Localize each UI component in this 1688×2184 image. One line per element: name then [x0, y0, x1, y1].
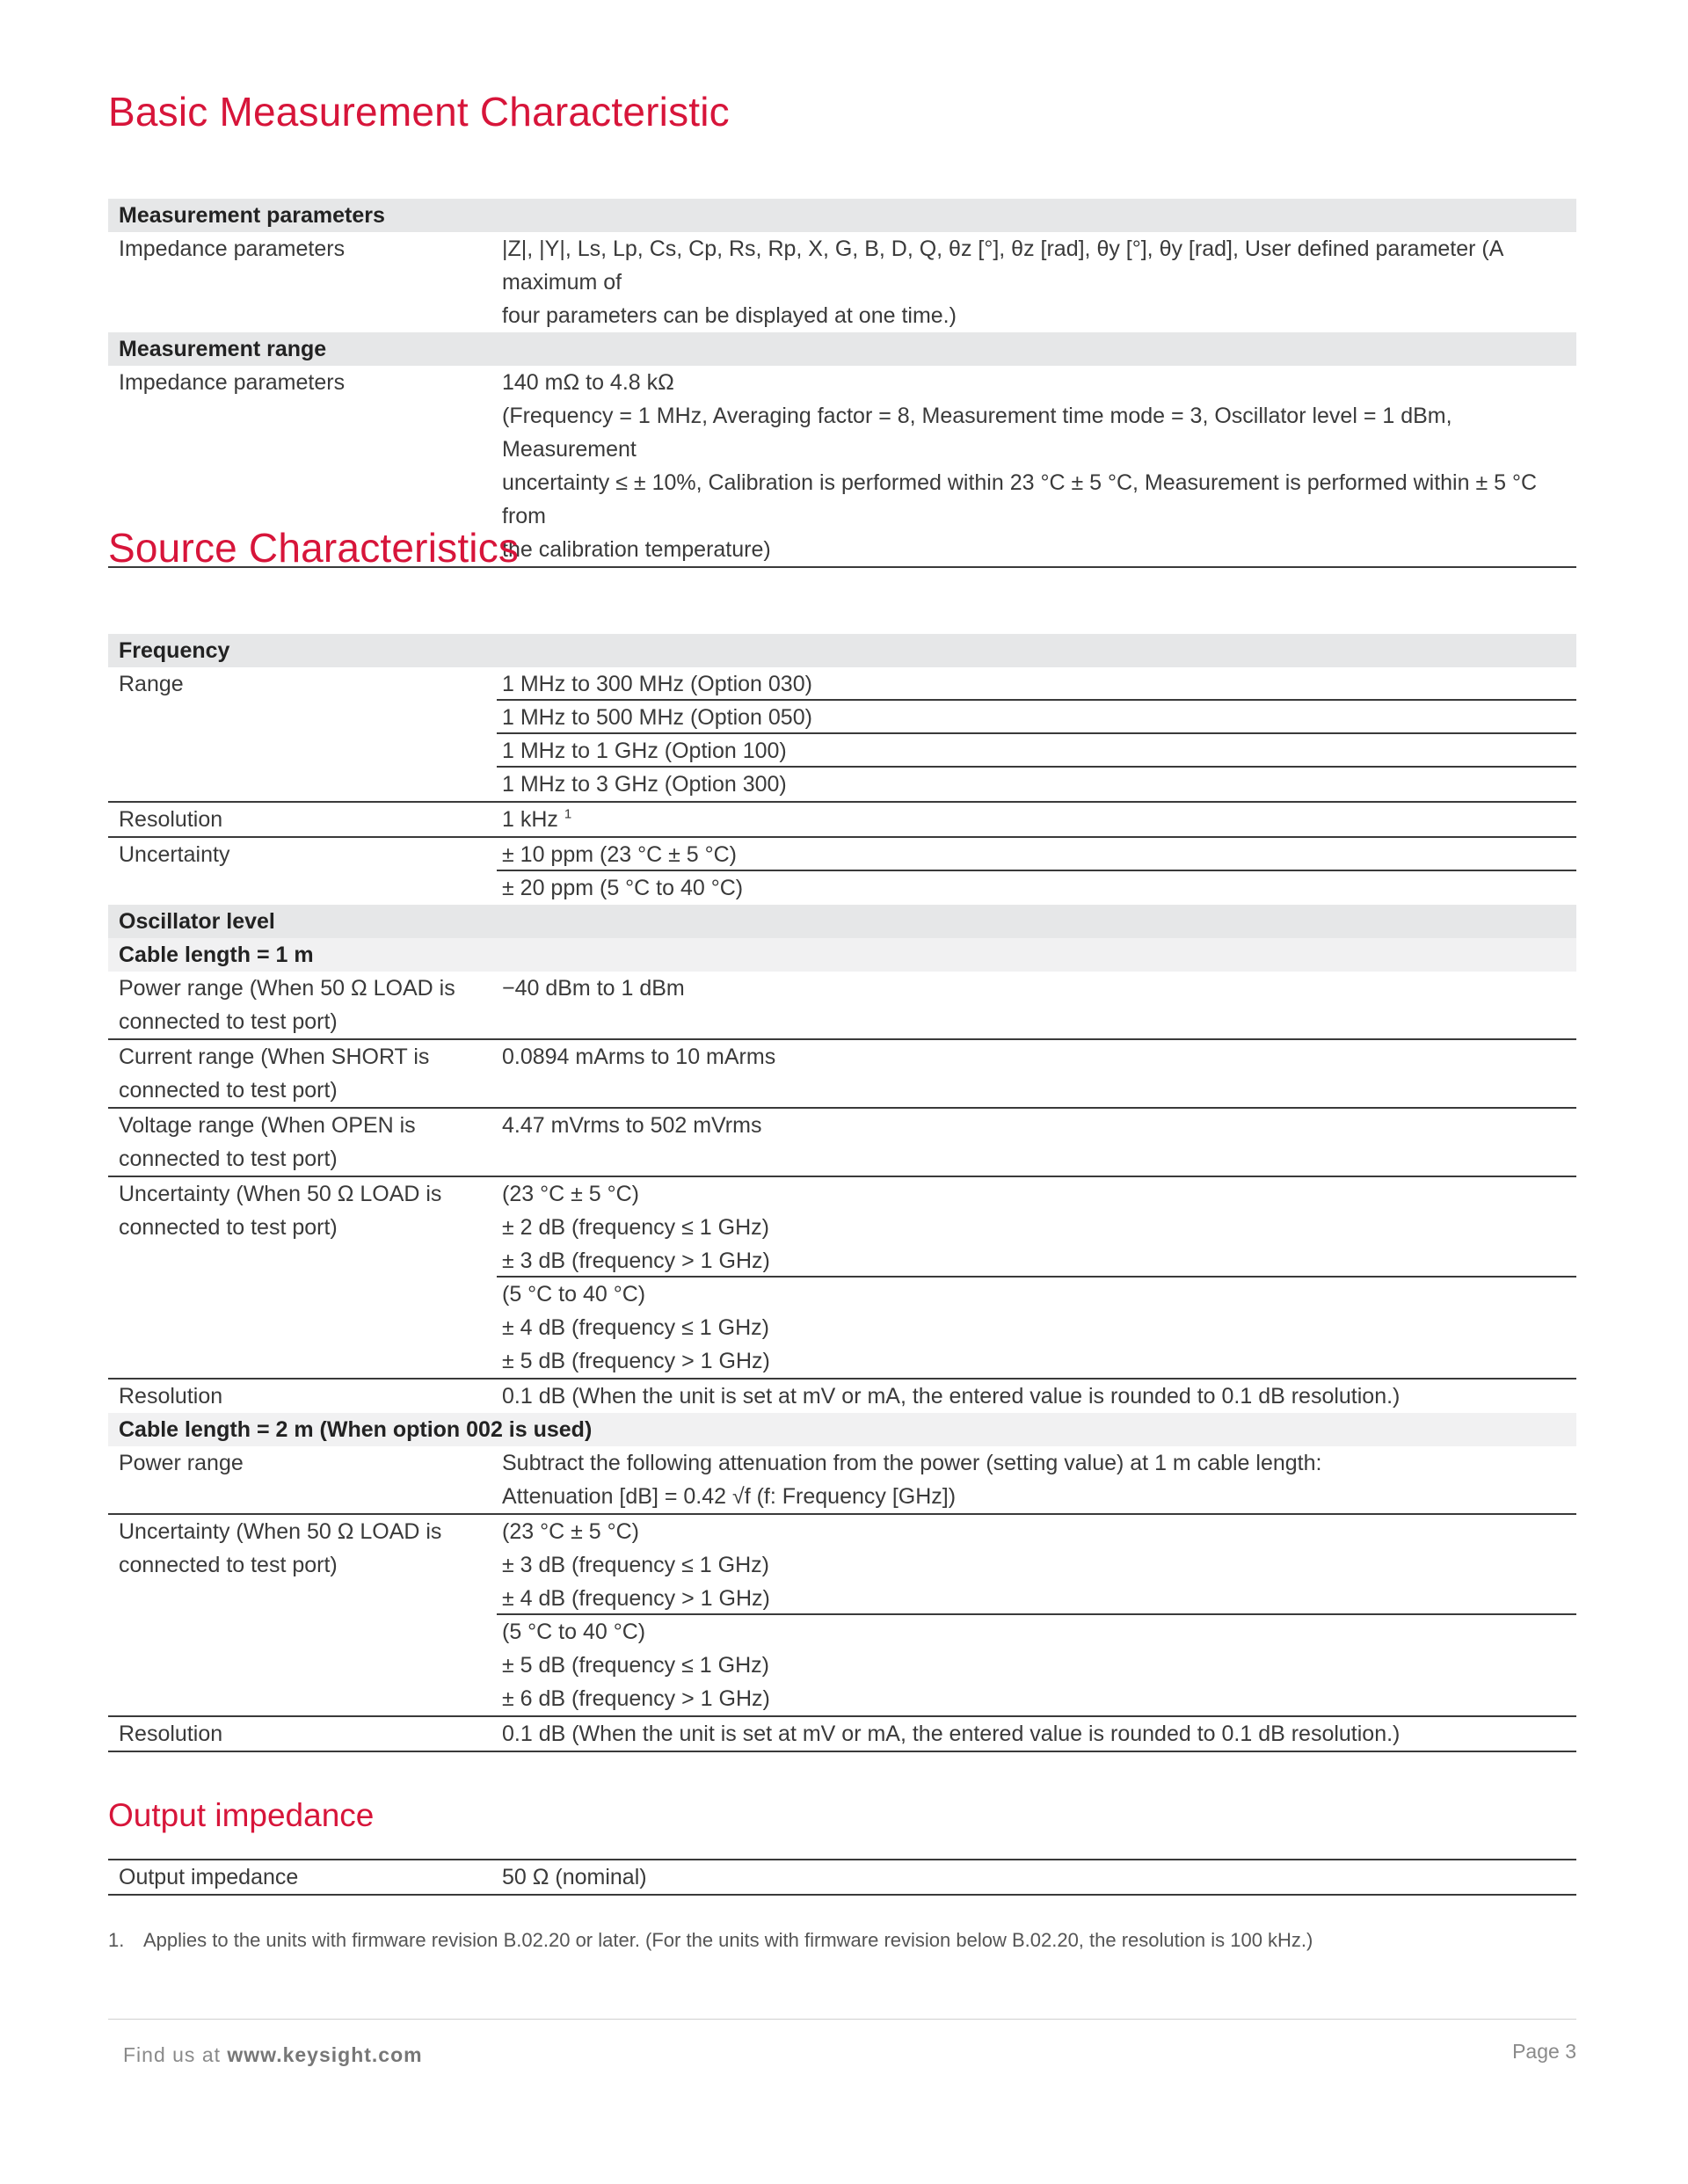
row-header-cable-1m: Cable length = 1 m — [108, 938, 1576, 972]
footnote-number: 1. — [108, 1929, 125, 1951]
row-header-measurement-range: Measurement range — [108, 332, 1576, 366]
row-power-range — [108, 972, 1576, 1040]
footer-divider — [108, 2019, 1576, 2020]
row-value: Subtract the following attenuation from the power (setting value) at 1 m cable length: Attenuation [dB] = 0.42 √f (f: Frequency [GHz]) — [502, 1451, 1322, 1509]
row-label: Voltage range (When OPEN is connected to test port) — [119, 1113, 416, 1171]
row-label: Impedance parameters — [119, 237, 346, 261]
footnote — [108, 1929, 1313, 1952]
row-power-range-2m — [108, 1446, 1576, 1515]
row-value: ± 10 ppm (23 °C ± 5 °C) ± 20 ppm (5 °C to 40 °C) — [497, 838, 1576, 905]
row-value: 1 kHz $^1$ — [502, 806, 572, 832]
row-level-resolution-2m — [108, 1717, 1576, 1752]
footnote-text: Applies to the units with firmware revision B.02.20 or later. (For the units with firmware revision below B.02.20, the resolution is 100 kHz.) — [143, 1929, 1313, 1951]
row-header-cable-2m: Cable length = 2 m (When option 002 is used) — [108, 1413, 1576, 1446]
row-header-measurement-parameters: Measurement parameters — [108, 199, 1576, 232]
row-label: Power range — [119, 1451, 244, 1475]
row-value: 0.0894 mArms to 10 mArms — [502, 1045, 776, 1069]
row-voltage-range — [108, 1109, 1576, 1177]
row-level-uncertainty-1m — [108, 1177, 1576, 1380]
row-value: |Z|, |Y|, Ls, Lp, Cs, Cp, Rs, Rp, X, G, B, D, Q, θz [°], θz [rad], θy [°], θy [rad], User defined parameter (A maximum of four parameters can be displayed at one time.) — [502, 237, 1503, 328]
row-label: Uncertainty (When 50 Ω LOAD is connected to test port) — [119, 1519, 442, 1577]
row-value: 0.1 dB (When the unit is set at mV or mA, the entered value is rounded to 0.1 dB resolution.) — [502, 1384, 1401, 1409]
row-output-impedance — [108, 1860, 1576, 1896]
row-frequency-resolution — [108, 803, 1576, 838]
row-label: Range — [119, 672, 184, 696]
output-impedance-table — [108, 1859, 1576, 1896]
footer-url-link[interactable]: www.keysight.com — [227, 2043, 423, 2066]
row-label: Resolution — [119, 807, 223, 832]
row-label: Resolution — [119, 1384, 223, 1409]
row-label: Current range (When SHORT is connected to test port) — [119, 1045, 430, 1103]
row-label: Impedance parameters — [119, 370, 346, 395]
row-value: 0.1 dB (When the unit is set at mV or mA, the entered value is rounded to 0.1 dB resolution.) — [502, 1722, 1401, 1746]
row-header-frequency: Frequency — [108, 634, 1576, 667]
row-value: 50 Ω (nominal) — [502, 1865, 647, 1889]
row-label: Power range (When 50 Ω LOAD is connected to test port) — [119, 976, 455, 1034]
row-level-resolution-1m — [108, 1380, 1576, 1413]
section-title-source: Source Characteristics — [108, 525, 520, 571]
row-label: Resolution — [119, 1722, 223, 1746]
row-frequency-uncertainty — [108, 838, 1576, 905]
row-impedance-parameters — [108, 232, 1576, 332]
section-title-output: Output impedance — [108, 1797, 375, 1833]
row-value: (23 °C ± 5 °C) ± 2 dB (frequency ≤ 1 GHz) ± 3 dB (frequency > 1 GHz) (5 °C to 40 °C) ± 4 dB (frequency ≤ 1 GHz) ± 5 dB (frequency > 1 GHz) — [497, 1177, 1576, 1378]
footnote-ref: 1 — [564, 806, 572, 822]
row-label: Uncertainty (When 50 Ω LOAD is connected to test port) — [119, 1182, 442, 1240]
section-title-basic: Basic Measurement Characteristic — [108, 89, 730, 135]
row-level-uncertainty-2m — [108, 1515, 1576, 1717]
row-value: 1 MHz to 300 MHz (Option 030) 1 MHz to 500 MHz (Option 050) 1 MHz to 1 GHz (Option 100) 1 MHz to 3 GHz (Option 300) — [497, 667, 1576, 801]
basic-measurement-table — [108, 199, 1576, 568]
source-characteristics-table — [108, 634, 1576, 1752]
row-value: −40 dBm to 1 dBm — [502, 976, 685, 1001]
page-number: Page 3 — [1512, 2040, 1576, 2063]
row-header-oscillator-level: Oscillator level — [108, 905, 1576, 938]
row-frequency-range — [108, 667, 1576, 803]
row-value: 4.47 mVrms to 502 mVrms — [502, 1113, 762, 1138]
row-value: (23 °C ± 5 °C) ± 3 dB (frequency ≤ 1 GHz) ± 4 dB (frequency > 1 GHz) (5 °C to 40 °C) ± 5 dB (frequency ≤ 1 GHz) ± 6 dB (frequency > 1 GHz) — [497, 1515, 1576, 1715]
row-label: Output impedance — [119, 1865, 299, 1889]
footer-find-us: Find us at www.keysight.com — [123, 2043, 423, 2066]
row-value: 140 mΩ to 4.8 kΩ (Frequency = 1 MHz, Averaging factor = 8, Measurement time mode = 3, Oscillator level = 1 dBm, Measurement uncertainty ≤ ± 10%, Calibration is performed within 23 °C ± 5 °C, Measurement is performed within ± 5 °C from the calibration temperature) — [502, 370, 1538, 562]
row-label: Uncertainty — [119, 842, 230, 867]
row-current-range — [108, 1040, 1576, 1109]
